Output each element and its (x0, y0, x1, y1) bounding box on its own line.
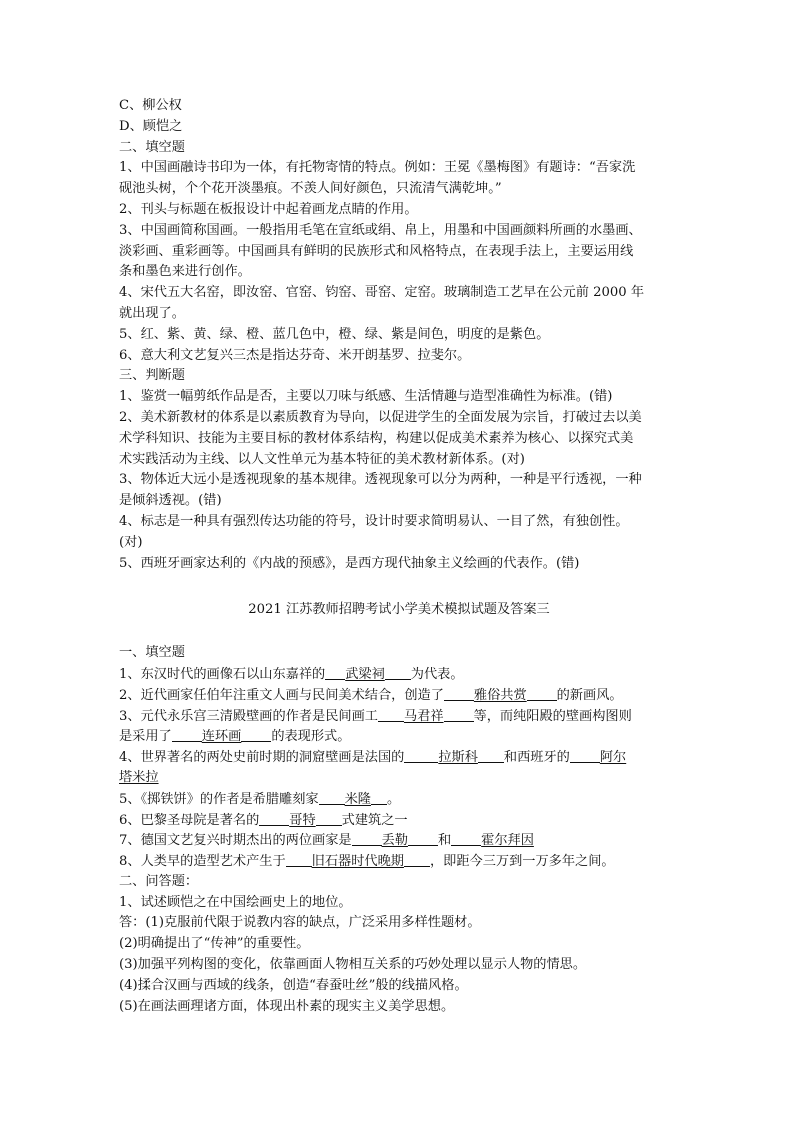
fill-line: 条和墨色来进行创作。 (119, 264, 251, 280)
fill-question-4b (119, 768, 679, 789)
fill-line: 砚池头树，个个花开淡墨痕。不羡人间好颜色，只流清气满乾坤。” (119, 181, 502, 197)
judge-line: 是倾斜透视。(错) (119, 493, 222, 509)
judge-line: 4、标志是一种具有强烈传达功能的符号，设计时要求简明易认、一目了然，有独创性。 (119, 513, 629, 529)
answer: 雅俗共赏 (473, 687, 527, 703)
fill-line: 6、意大利文艺复兴三杰是指达芬奇、米开朗基罗、拉斐尔。 (119, 347, 471, 363)
fill-question-4: 4、世界著名的两处史前时期的洞窟壁画是法国的 拉斯科 和西班牙的 阿尔 (119, 747, 679, 768)
qa-heading: 二、问答题： (119, 873, 199, 889)
fill-question-3b: 是采用了 连环画 的表现形式。 (119, 726, 679, 747)
answer: 塔米拉 (119, 769, 159, 785)
qa-line: (4)揉合汉画与西域的线条，创造“春蚕吐丝”般的线描风格。 (119, 977, 468, 993)
judge-line: 术实践活动为主线、以人文性单元为基本特征的美术教材新体系。(对) (119, 451, 525, 467)
answer: 哥特 (289, 812, 316, 828)
fill-question-2: 2、近代画家任伯年注重文人画与民间美术结合，创造了 雅俗共赏 的新画风。 (119, 685, 679, 706)
answer: 武梁祠 (345, 666, 385, 682)
judge-line: 2、美术新教材的体系是以素质教育为导向，以促进学生的全面发展为宗旨，打破过去以美 (119, 409, 642, 425)
fill-heading-2: 一、填空题 (119, 645, 185, 661)
answer: 旧石器时代晚期 (311, 854, 404, 870)
document-page (119, 96, 679, 1017)
fill-line: 2、刊头与标题在板报设计中起着画龙点睛的作用。 (119, 201, 418, 217)
fill-line: 3、中国画简称国画。一般指用毛笔在宣纸或绢、帛上，用墨和中国画颜料所画的水墨画、 (119, 222, 642, 238)
fill-question-8: 8、人类早的造型艺术产生于 旧石器时代晚期 ，即距今三万到一万多年之间。 (119, 851, 679, 872)
section-title: 2021 江苏教师招聘考试小学美术模拟试题及答案三 (248, 602, 550, 618)
judge-heading: 三、判断题 (119, 368, 185, 384)
judge-line: 1、鉴赏一幅剪纸作品是否，主要以刀味与纸感、生活情趣与造型准确性为标准。(错) (119, 389, 613, 405)
judge-line: 5、西班牙画家达利的《内战的预感》，是西方现代抽象主义绘画的代表作。(错) (119, 555, 580, 571)
fill-heading: 二、填空题 (119, 139, 185, 155)
fill-line: 就出现了。 (119, 305, 185, 321)
qa-line: (3)加强平列构图的变化，依靠画面人物相互关系的巧妙处理以显示人物的情思。 (119, 957, 587, 973)
judge-line: (对) (119, 534, 143, 550)
qa-line: (2)明确提出了“传神”的重要性。 (119, 936, 310, 952)
fill-question-6: 6、巴黎圣母院是著名的 哥特 式建筑之一 (119, 810, 679, 831)
qa-line: 1、试述顾恺之在中国绘画史上的地位。 (119, 894, 352, 910)
answer: 连环画 (201, 729, 242, 745)
answer: 米隆 (344, 791, 371, 807)
fill-line: 4、宋代五大名窑，即汝窑、官窑、钧窑、哥窑、定窑。玻璃制造工艺早在公元前 2000 年 (119, 285, 645, 301)
qa-line: 答：(1)克服前代限于说教内容的缺点，广泛采用多样性题材。 (119, 915, 481, 931)
answer: 霍尔拜因 (481, 833, 534, 849)
answer: 马君祥 (403, 708, 444, 724)
fill-question-5: 5、《掷铁饼》的作者是希腊雕刻家 米隆 。 (119, 789, 679, 810)
fill-question-7: 7、德国文艺复兴时期杰出的两位画家是 丢勒 和 霍尔拜因 (119, 830, 679, 851)
qa-line: (5)在画法画理诸方面，体现出朴素的现实主义美学思想。 (119, 998, 455, 1014)
answer: 丢勒 (381, 833, 408, 849)
fill-question-1: 1、东汉时代的画像石以山东嘉祥的 武梁祠 为代表。 (119, 664, 679, 685)
option-d: D、顾恺之 (119, 118, 183, 134)
fill-line: 淡彩画、重彩画等。中国画具有鲜明的民族形式和风格特点，在表现手法上，主要运用线 (119, 243, 634, 259)
answer: 拉斯科 (438, 750, 478, 766)
answer: 阿尔 (599, 750, 627, 766)
fill-line: 1、中国画融诗书印为一体，有托物寄情的特点。例如：王冕《墨梅图》有题诗：“吾家洗 (119, 160, 636, 176)
option-c: C、柳公权 (119, 98, 182, 113)
fill-line: 5、红、紫、黄、绿、橙、蓝几色中，橙、绿、紫是间色，明度的是紫色。 (119, 326, 550, 342)
judge-line: 术学科知识、技能为主要目标的教材体系结构，构建以促成美术素养为核心、以探究式美 (119, 430, 634, 446)
fill-question-3: 3、元代永乐宫三清殿壁画的作者是民间画工 马君祥 等，而纯阳殿的壁画构图则 (119, 706, 679, 727)
judge-line: 3、物体近大远小是透视现象的基本规律。透视现象可以分为两种，一种是平行透视，一种 (119, 472, 642, 488)
